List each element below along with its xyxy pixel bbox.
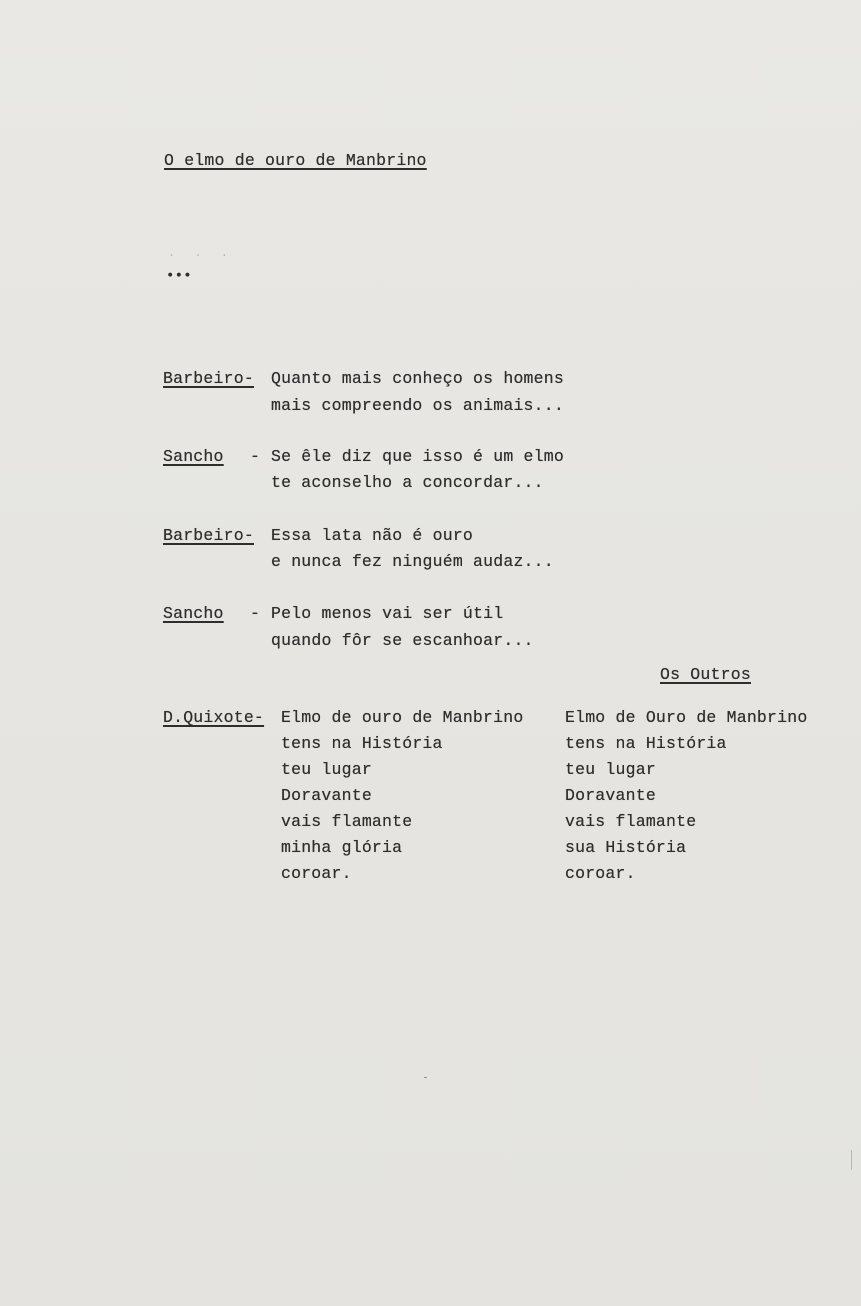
speaker-sancho-2: Sancho [163,604,224,623]
dialogue-line: Quanto mais conheço os homens [271,369,564,388]
ellipsis-marker: ••• [166,268,192,284]
dialogue-line: te aconselho a concordar... [271,473,544,492]
dialogue-line: e nunca fez ninguém audaz... [271,552,554,571]
others-line: vais flamante [565,812,697,831]
dialogue-line: mais compreendo os animais... [271,396,564,415]
dialogue-line: Se êle diz que isso é um elmo [271,447,564,466]
others-line: teu lugar [565,760,656,779]
speaker-barbeiro-2: Barbeiro- [163,526,254,545]
speaker-dash: - [250,447,261,466]
others-line: Elmo de Ouro de Manbrino [565,708,808,727]
quixote-line: vais flamante [281,812,413,831]
dialogue-line: Essa lata não é ouro [271,526,474,545]
document-title: O elmo de ouro de Manbrino [164,151,427,170]
speaker-quixote: D.Quixote- [163,708,265,727]
others-line: coroar. [565,864,636,883]
faint-dots: . . . [168,246,235,260]
speaker-sancho-1: Sancho [163,447,224,466]
quixote-line: Elmo de ouro de Manbrino [281,708,524,727]
quixote-line: coroar. [281,864,352,883]
others-line: Doravante [565,786,656,805]
paper-speck [424,1077,427,1078]
quixote-line: minha glória [281,838,403,857]
others-line: sua História [565,838,687,857]
dialogue-line: Pelo menos vai ser útil [271,604,504,623]
speaker-barbeiro-1: Barbeiro- [163,369,254,388]
quixote-line: tens na História [281,734,443,753]
speaker-dash: - [250,604,261,623]
dialogue-line: quando fôr se escanhoar... [271,631,534,650]
others-line: tens na História [565,734,727,753]
quixote-line: teu lugar [281,760,372,779]
paper-speck [851,1150,852,1170]
others-heading: Os Outros [660,665,751,684]
quixote-line: Doravante [281,786,372,805]
